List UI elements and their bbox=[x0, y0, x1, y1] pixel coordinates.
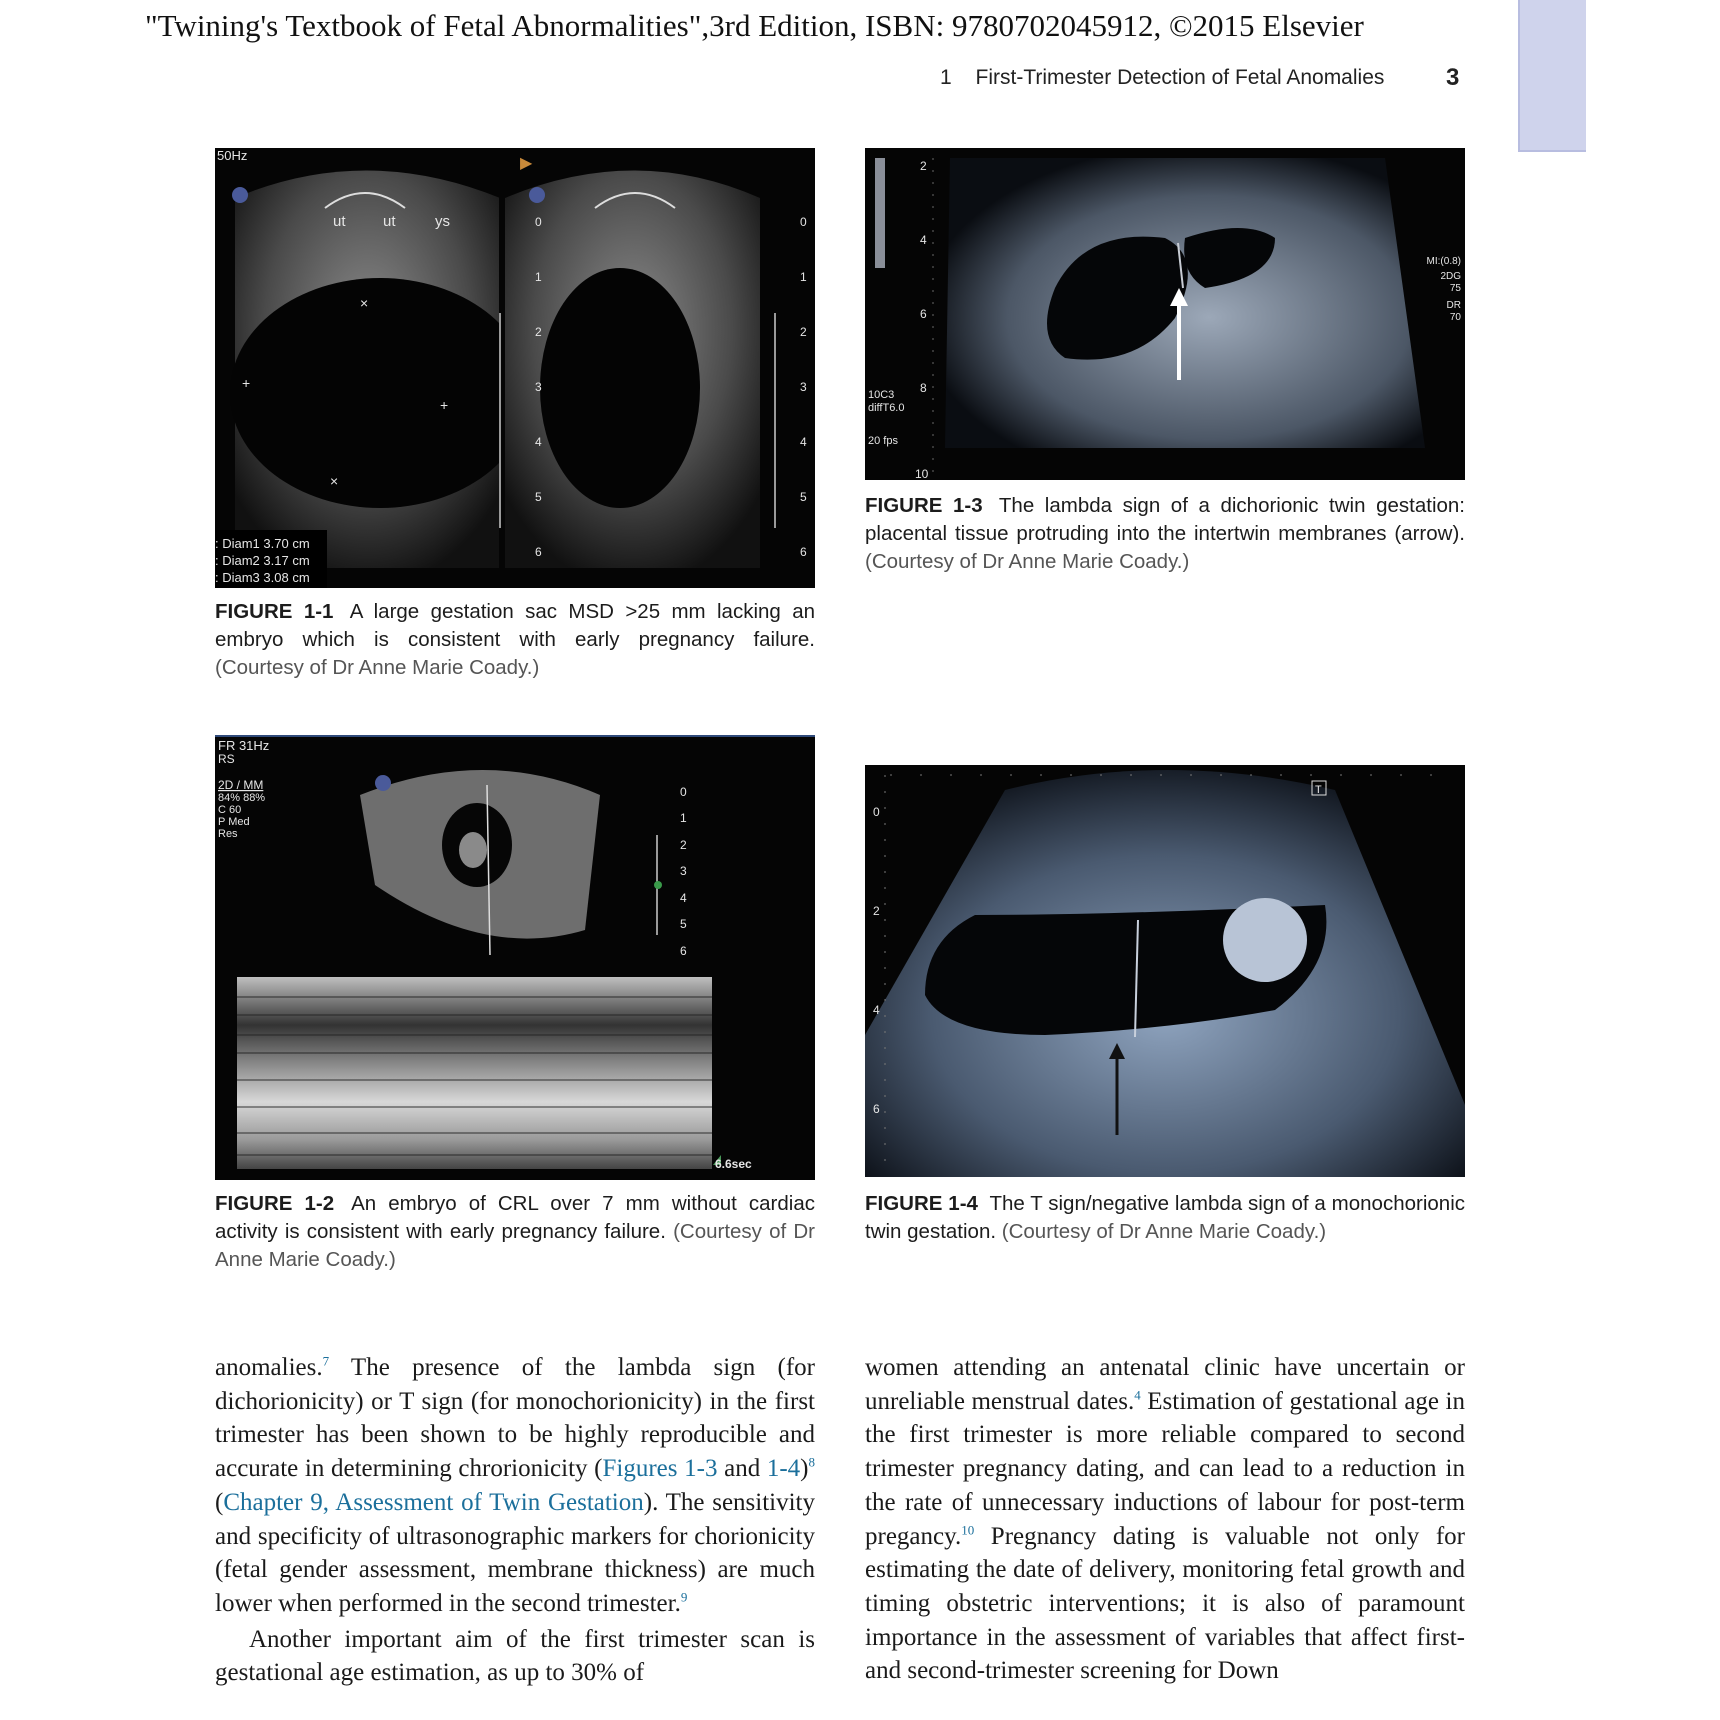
fig3-settings-left bbox=[868, 389, 905, 447]
page-number: 3 bbox=[1446, 64, 1460, 91]
fig4-embryo bbox=[1223, 898, 1307, 982]
link-chapter-9[interactable]: Chapter 9, Assessment of Twin Gestation bbox=[223, 1488, 644, 1516]
svg-text:0: 0 bbox=[680, 785, 687, 799]
fig1-label-ys: ys bbox=[435, 213, 450, 230]
chapter-number: 1 bbox=[940, 66, 952, 89]
svg-text:Res: Res bbox=[218, 828, 238, 840]
svg-text:5: 5 bbox=[680, 917, 687, 931]
body-left-paragraph-2: Another important aim of the first trimester scan is gestational age estimation, as up to 30% of bbox=[215, 1625, 815, 1687]
figure-1-1-caption bbox=[215, 598, 815, 682]
fig1-right-sac bbox=[540, 268, 700, 508]
svg-text:1: 1 bbox=[680, 811, 687, 825]
svg-text:10: 10 bbox=[915, 467, 929, 480]
svg-text:0: 0 bbox=[535, 215, 542, 229]
svg-text:6: 6 bbox=[920, 307, 927, 321]
book-citation-header: "Twining's Textbook of Fetal Abnormalities",3rd Edition, ISBN: 9780702045912, ©2015 Elsevier bbox=[145, 8, 1364, 43]
figure-1-1-image bbox=[215, 148, 815, 588]
svg-text:3: 3 bbox=[800, 380, 807, 394]
link-figure-1-3[interactable]: Figures 1-3 bbox=[602, 1455, 718, 1483]
body-left-paragraph-1: anomalies.$^7$ The presence of the lambda sign (for dichorionicity) or T sign (for monochorionicity) in the first trimester has been shown to be highly reproducible and accurate in determining chrorionicity (Figures 1-3 and 1-4)$^8$ (Chapter 9, Assessment of Twin Gestation). The sensitivity and specificity of ultrasonographic markers for chorionicity (fetal gender assessment, membrane thickness) are much lower when performed in the second trimester.$^9$ bbox=[215, 1353, 815, 1617]
svg-text:5: 5 bbox=[800, 490, 807, 504]
fig1-scale-right bbox=[800, 215, 807, 559]
svg-text:2: 2 bbox=[873, 904, 880, 918]
svg-text:5: 5 bbox=[535, 490, 542, 504]
figure-1-1-label: FIGURE 1-1 bbox=[215, 600, 334, 623]
fig3-scale bbox=[915, 159, 929, 480]
ref-4[interactable]: 4 bbox=[1134, 1387, 1141, 1403]
running-head bbox=[940, 66, 1470, 90]
svg-text:4: 4 bbox=[920, 233, 927, 247]
figure-1-2-text: An embryo of CRL over 7 mm without cardiac activity is consistent with early pregnancy failure. bbox=[215, 1192, 815, 1243]
svg-text:MI:(0.8): MI:(0.8) bbox=[1426, 256, 1461, 267]
figure-1-3-label: FIGURE 1-3 bbox=[865, 494, 983, 517]
ref-7[interactable]: 7 bbox=[322, 1353, 330, 1369]
figure-1-4-label: FIGURE 1-4 bbox=[865, 1192, 978, 1215]
figure-1-4-credit: (Courtesy of Dr Anne Marie Coady.) bbox=[1001, 1220, 1327, 1243]
figure-1-1-text: A large gestation sac MSD >25 mm lacking an embryo which is consistent with early pregnancy failure. bbox=[215, 600, 815, 651]
link-figure-1-4[interactable]: 1-4 bbox=[766, 1455, 801, 1483]
svg-text:4: 4 bbox=[800, 435, 807, 449]
svg-text:6: 6 bbox=[800, 545, 807, 559]
fig2-scale bbox=[680, 785, 687, 958]
figure-1-4-image bbox=[865, 765, 1465, 1177]
figure-1-2-label: FIGURE 1-2 bbox=[215, 1192, 335, 1215]
ref-9[interactable]: 9 bbox=[680, 1589, 688, 1605]
svg-text:0: 0 bbox=[800, 215, 807, 229]
figure-1-3-ultrasound bbox=[865, 148, 1465, 480]
figure-1-4-caption bbox=[865, 1190, 1465, 1246]
svg-text:+: + bbox=[242, 375, 251, 391]
fig4-t-marker: T bbox=[1315, 784, 1322, 796]
svg-text:+: + bbox=[440, 397, 449, 413]
svg-text:RS: RS bbox=[218, 752, 235, 766]
svg-text:70: 70 bbox=[1449, 312, 1461, 323]
fig1-frame-rate: 50Hz bbox=[217, 148, 248, 163]
fig3-settings-right bbox=[1427, 256, 1462, 323]
svg-text:1: 1 bbox=[800, 270, 807, 284]
fig2-mmode-strip bbox=[237, 977, 712, 1169]
svg-text:84% 88%: 84% 88% bbox=[218, 792, 266, 804]
svg-text:×: × bbox=[330, 473, 339, 489]
svg-text:4: 4 bbox=[535, 435, 542, 449]
figure-1-3-text: The lambda sign of a dichorionic twin gestation: placental tissue protruding into the intertwin membranes (arrow). bbox=[865, 494, 1465, 545]
fig1-left-sac bbox=[230, 278, 530, 508]
body-column-right bbox=[865, 1351, 1465, 1688]
figure-1-4-ultrasound bbox=[865, 765, 1465, 1177]
fig2-overlay bbox=[218, 738, 269, 840]
svg-text:P Med: P Med bbox=[218, 816, 250, 828]
figure-1-4-text: The T sign/negative lambda sign of a monochorionic twin gestation. bbox=[865, 1192, 1465, 1243]
figure-1-1-credit: (Courtesy of Dr Anne Marie Coady.) bbox=[215, 656, 540, 679]
svg-text:2: 2 bbox=[800, 325, 807, 339]
svg-text:1: 1 bbox=[535, 270, 542, 284]
svg-text:3: 3 bbox=[680, 864, 687, 878]
svg-text:6: 6 bbox=[873, 1102, 880, 1116]
body-right-paragraph-1: women attending an antenatal clinic have uncertain or unreliable menstrual dates.$^4$ Estimation of gestational age in the first trimester is more reliable compared to second trimester pregnancy dating, and can lead to a reduction in the rate of unnecessary inductions of labour for post-term pregancy.$^{10}$ Pregnancy dating is valuable not only for estimating the date of delivery, monitoring fetal growth and timing obstetric interventions; it is also of paramount importance in the assessment of variables that affect first- and second-trimester screening for Down bbox=[865, 1354, 1466, 1685]
fig1-label-ut2: ut bbox=[383, 213, 396, 230]
figure-1-1-ultrasound bbox=[215, 148, 815, 588]
fig2-mmode-time: 6.6sec bbox=[715, 1157, 752, 1171]
svg-text:C 60: C 60 bbox=[218, 804, 242, 816]
body-column-left bbox=[215, 1351, 815, 1690]
svg-text:4: 4 bbox=[873, 1003, 880, 1017]
figure-1-2-ultrasound bbox=[215, 735, 815, 1180]
svg-text:75: 75 bbox=[1449, 283, 1461, 294]
svg-text:diffT6.0: diffT6.0 bbox=[868, 402, 905, 414]
fig1-label-ut1: ut bbox=[333, 213, 346, 230]
ref-8[interactable]: 8 bbox=[808, 1454, 815, 1470]
figure-1-3-caption bbox=[865, 492, 1465, 576]
svg-text:2DG: 2DG bbox=[1440, 271, 1461, 282]
svg-text:4: 4 bbox=[680, 891, 687, 905]
svg-text:FR 31Hz: FR 31Hz bbox=[218, 738, 270, 753]
svg-text:DR: DR bbox=[1446, 300, 1461, 311]
svg-text:6: 6 bbox=[680, 944, 687, 958]
svg-text:0: 0 bbox=[873, 805, 880, 819]
figure-1-2-caption bbox=[215, 1190, 815, 1274]
svg-text:×: × bbox=[360, 295, 369, 311]
svg-text:2D / MM: 2D / MM bbox=[218, 778, 264, 792]
svg-text:2: 2 bbox=[920, 159, 927, 173]
svg-text:8: 8 bbox=[920, 381, 927, 395]
svg-text:▶: ▶ bbox=[520, 155, 533, 172]
svg-text:2: 2 bbox=[535, 325, 542, 339]
chapter-title: First-Trimester Detection of Fetal Anomalies bbox=[975, 66, 1385, 89]
thumb-tab bbox=[1518, 0, 1586, 152]
fig1-diam3: : Diam3 3.08 cm bbox=[215, 570, 310, 585]
svg-text:2: 2 bbox=[680, 838, 687, 852]
ref-10[interactable]: 10 bbox=[961, 1522, 975, 1538]
svg-text:6: 6 bbox=[535, 545, 542, 559]
fig1-diam1: : Diam1 3.70 cm bbox=[215, 536, 310, 551]
figure-1-3-image bbox=[865, 148, 1465, 480]
svg-text:20 fps: 20 fps bbox=[868, 435, 898, 447]
figure-1-2-credit: (Courtesy of Dr Anne Marie Coady.) bbox=[215, 1220, 815, 1271]
svg-text:10C3: 10C3 bbox=[868, 389, 895, 401]
figure-1-3-credit: (Courtesy of Dr Anne Marie Coady.) bbox=[865, 550, 1190, 573]
figure-1-2-image bbox=[215, 735, 815, 1180]
fig1-diam2: : Diam2 3.17 cm bbox=[215, 553, 310, 568]
svg-text:3: 3 bbox=[535, 380, 542, 394]
